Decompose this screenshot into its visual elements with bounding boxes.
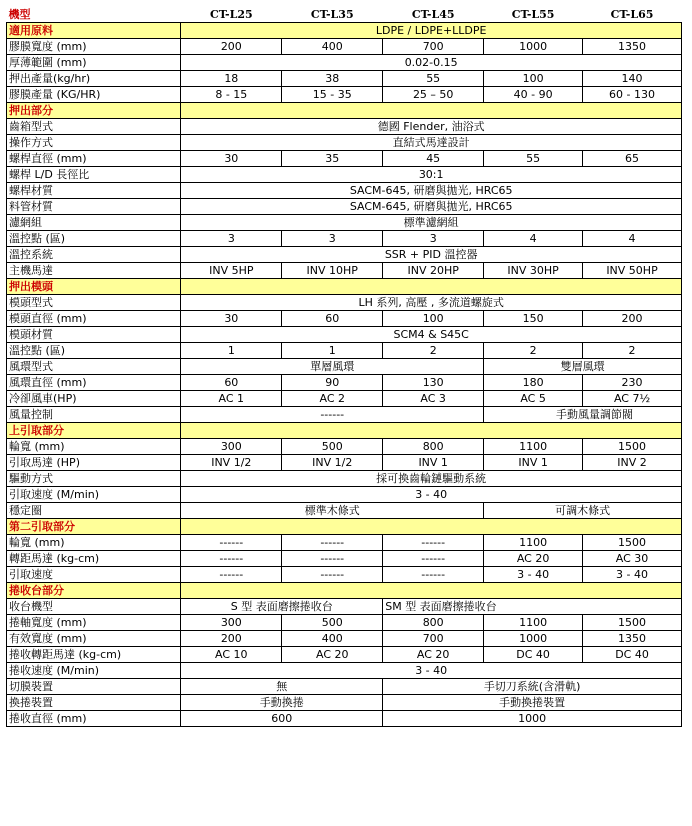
row-label: 輪寬 (mm)	[7, 535, 181, 551]
spec-row	[7, 439, 682, 455]
row-label: 風環直徑 (mm)	[7, 375, 181, 391]
spec-cell: 700	[383, 631, 484, 647]
spec-row	[7, 471, 682, 487]
spec-cell: 1350	[583, 631, 682, 647]
spec-cell: INV 2	[583, 455, 682, 471]
spec-cell: 1100	[484, 439, 583, 455]
section-row	[7, 23, 682, 39]
spec-cell: 38	[282, 71, 383, 87]
spec-cell: 雙層風環	[484, 359, 682, 375]
spec-cell	[181, 103, 682, 119]
spec-cell: 300	[181, 615, 282, 631]
spec-cell: 1000	[383, 711, 682, 727]
row-label: 捲收速度 (M/min)	[7, 663, 181, 679]
spec-row	[7, 119, 682, 135]
section-row	[7, 103, 682, 119]
row-label: 風量控制	[7, 407, 181, 423]
spec-cell: ------	[383, 535, 484, 551]
spec-cell: 2	[383, 343, 484, 359]
spec-cell: 1	[282, 343, 383, 359]
spec-row	[7, 711, 682, 727]
row-label: 切膜裝置	[7, 679, 181, 695]
spec-row	[7, 295, 682, 311]
spec-cell: 25 – 50	[383, 87, 484, 103]
spec-cell: 30	[181, 311, 282, 327]
row-label: 押出產量(kg/hr)	[7, 71, 181, 87]
spec-cell: 1350	[583, 39, 682, 55]
spec-cell: 35	[282, 151, 383, 167]
spec-cell: 1000	[484, 39, 583, 55]
spec-cell: 1500	[583, 535, 682, 551]
row-label: 冷卻風車(HP)	[7, 391, 181, 407]
spec-cell: 600	[181, 711, 383, 727]
spec-cell: 100	[484, 71, 583, 87]
spec-row	[7, 567, 682, 583]
spec-cell	[181, 279, 682, 295]
spec-cell: INV 5HP	[181, 263, 282, 279]
spec-cell	[181, 423, 682, 439]
model-header-0: CT-L25	[181, 7, 282, 23]
spec-cell: 3 - 40	[583, 567, 682, 583]
spec-cell: 30:1	[181, 167, 682, 183]
spec-cell: 標準木條式	[181, 503, 484, 519]
row-label: 轉距馬達 (kg-cm)	[7, 551, 181, 567]
spec-cell: ------	[181, 407, 484, 423]
row-label: 溫控點 (區)	[7, 231, 181, 247]
spec-cell: 直結式馬達設計	[181, 135, 682, 151]
row-label: 模頭型式	[7, 295, 181, 311]
spec-cell: SACM-645, 研磨與拋光, HRC65	[181, 199, 682, 215]
spec-cell: 1500	[583, 439, 682, 455]
row-label: 溫控點 (區)	[7, 343, 181, 359]
spec-row	[7, 247, 682, 263]
spec-row	[7, 375, 682, 391]
spec-cell: 1100	[484, 535, 583, 551]
spec-row	[7, 695, 682, 711]
spec-cell: 30	[181, 151, 282, 167]
spec-cell: ------	[383, 567, 484, 583]
spec-cell: INV 1/2	[282, 455, 383, 471]
spec-cell: 60 - 130	[583, 87, 682, 103]
row-label: 齒箱型式	[7, 119, 181, 135]
header-row	[7, 7, 682, 23]
spec-row	[7, 231, 682, 247]
spec-cell: DC 40	[583, 647, 682, 663]
spec-cell: 18	[181, 71, 282, 87]
row-label: 螺桿 L/D 長徑比	[7, 167, 181, 183]
spec-cell: AC 20	[484, 551, 583, 567]
spec-row	[7, 39, 682, 55]
spec-cell: ------	[181, 551, 282, 567]
spec-cell: 180	[484, 375, 583, 391]
spec-cell: AC 3	[383, 391, 484, 407]
spec-cell: 3 - 40	[484, 567, 583, 583]
spec-row	[7, 535, 682, 551]
row-label: 料管材質	[7, 199, 181, 215]
row-label: 螺桿材質	[7, 183, 181, 199]
row-label: 驅動方式	[7, 471, 181, 487]
spec-cell: 3	[181, 231, 282, 247]
spec-cell: 200	[583, 311, 682, 327]
spec-row	[7, 263, 682, 279]
spec-cell: ------	[383, 551, 484, 567]
spec-cell: INV 50HP	[583, 263, 682, 279]
spec-cell: 3	[383, 231, 484, 247]
spec-row	[7, 359, 682, 375]
row-label: 模頭材質	[7, 327, 181, 343]
section-row	[7, 583, 682, 599]
model-header-4: CT-L65	[583, 7, 682, 23]
spec-row	[7, 183, 682, 199]
row-label: 引取速度	[7, 567, 181, 583]
spec-cell: 500	[282, 615, 383, 631]
spec-cell: ------	[181, 535, 282, 551]
section-title: 押出模頭	[7, 279, 181, 295]
spec-cell: 60	[282, 311, 383, 327]
spec-cell: 100	[383, 311, 484, 327]
spec-cell: 45	[383, 151, 484, 167]
spec-cell: INV 1	[383, 455, 484, 471]
spec-row	[7, 599, 682, 615]
spec-cell: 300	[181, 439, 282, 455]
section-row	[7, 519, 682, 535]
spec-cell: SSR + PID 溫控器	[181, 247, 682, 263]
spec-cell	[181, 583, 682, 599]
spec-cell: ------	[181, 567, 282, 583]
spec-cell: SACM-645, 研磨與拋光, HRC65	[181, 183, 682, 199]
spec-cell: 2	[583, 343, 682, 359]
spec-cell: 140	[583, 71, 682, 87]
row-label: 引取馬達 (HP)	[7, 455, 181, 471]
spec-cell: 400	[282, 631, 383, 647]
row-label: 捲收轉距馬達 (kg-cm)	[7, 647, 181, 663]
spec-cell: 標準濾網組	[181, 215, 682, 231]
spec-row	[7, 151, 682, 167]
row-label: 捲軸寬度 (mm)	[7, 615, 181, 631]
spec-row	[7, 407, 682, 423]
spec-cell: LH 系列, 高壓 , 多流道螺旋式	[181, 295, 682, 311]
row-label: 主機馬達	[7, 263, 181, 279]
spec-cell: 無	[181, 679, 383, 695]
spec-cell: AC 5	[484, 391, 583, 407]
spec-cell: AC 10	[181, 647, 282, 663]
spec-cell: 500	[282, 439, 383, 455]
spec-cell: 230	[583, 375, 682, 391]
spec-cell: 4	[484, 231, 583, 247]
spec-cell: 單層風環	[181, 359, 484, 375]
spec-cell: 採可換齒輪鏈驅動系統	[181, 471, 682, 487]
spec-row	[7, 391, 682, 407]
section-title: 適用原料	[7, 23, 181, 39]
spec-cell: 40 - 90	[484, 87, 583, 103]
spec-cell: AC 1	[181, 391, 282, 407]
spec-cell: LDPE / LDPE+LLDPE	[181, 23, 682, 39]
spec-cell: 800	[383, 439, 484, 455]
model-header-2: CT-L45	[383, 7, 484, 23]
section-title: 第二引取部分	[7, 519, 181, 535]
spec-cell: INV 30HP	[484, 263, 583, 279]
spec-cell: 55	[484, 151, 583, 167]
spec-row	[7, 327, 682, 343]
spec-cell: 200	[181, 631, 282, 647]
spec-cell: ------	[282, 567, 383, 583]
row-label: 捲收直徑 (mm)	[7, 711, 181, 727]
spec-table	[6, 7, 682, 727]
spec-cell: AC 2	[282, 391, 383, 407]
spec-cell: 3 - 40	[181, 663, 682, 679]
spec-cell: DC 40	[484, 647, 583, 663]
row-label: 螺桿直徑 (mm)	[7, 151, 181, 167]
spec-row	[7, 551, 682, 567]
row-label: 膠膜寬度 (mm)	[7, 39, 181, 55]
section-row	[7, 423, 682, 439]
spec-cell: 800	[383, 615, 484, 631]
spec-cell: 130	[383, 375, 484, 391]
spec-cell: 1	[181, 343, 282, 359]
spec-cell: 55	[383, 71, 484, 87]
row-label: 操作方式	[7, 135, 181, 151]
row-label: 收台機型	[7, 599, 181, 615]
row-label: 溫控系統	[7, 247, 181, 263]
section-title: 捲收台部分	[7, 583, 181, 599]
spec-row	[7, 215, 682, 231]
row-label: 輪寬 (mm)	[7, 439, 181, 455]
model-header-3: CT-L55	[484, 7, 583, 23]
spec-cell: 2	[484, 343, 583, 359]
spec-row	[7, 503, 682, 519]
spec-row	[7, 87, 682, 103]
spec-row	[7, 199, 682, 215]
row-label: 濾網組	[7, 215, 181, 231]
model-header-label: 機型	[7, 7, 181, 23]
spec-cell: 65	[583, 151, 682, 167]
row-label: 風環型式	[7, 359, 181, 375]
row-label: 引取速度 (M/min)	[7, 487, 181, 503]
spec-cell: 手切刀系統(含滑軌)	[383, 679, 682, 695]
row-label: 膠膜產量 (KG/HR)	[7, 87, 181, 103]
row-label: 厚薄範圍 (mm)	[7, 55, 181, 71]
spec-row	[7, 311, 682, 327]
spec-cell: S 型 表面磨擦捲收台	[181, 599, 383, 615]
spec-cell: 700	[383, 39, 484, 55]
spec-cell: 15 - 35	[282, 87, 383, 103]
spec-row	[7, 167, 682, 183]
spec-cell: INV 1	[484, 455, 583, 471]
spec-cell: 3	[282, 231, 383, 247]
spec-cell: 德國 Flender, 油浴式	[181, 119, 682, 135]
spec-cell	[181, 519, 682, 535]
spec-cell: AC 7½	[583, 391, 682, 407]
spec-cell: 200	[181, 39, 282, 55]
spec-cell: 可調木條式	[484, 503, 682, 519]
spec-row	[7, 615, 682, 631]
section-title: 押出部分	[7, 103, 181, 119]
spec-row	[7, 647, 682, 663]
spec-cell: 0.02-0.15	[181, 55, 682, 71]
spec-row	[7, 631, 682, 647]
spec-cell: 400	[282, 39, 383, 55]
spec-cell: SCM4 & S45C	[181, 327, 682, 343]
spec-cell: 1500	[583, 615, 682, 631]
spec-row	[7, 663, 682, 679]
spec-row	[7, 343, 682, 359]
model-header-1: CT-L35	[282, 7, 383, 23]
spec-row	[7, 135, 682, 151]
spec-cell: INV 1/2	[181, 455, 282, 471]
spec-cell: ------	[282, 535, 383, 551]
spec-cell: AC 20	[282, 647, 383, 663]
spec-cell: 手動風量調節閥	[484, 407, 682, 423]
spec-row	[7, 455, 682, 471]
spec-cell: 60	[181, 375, 282, 391]
spec-cell: 90	[282, 375, 383, 391]
spec-cell: INV 10HP	[282, 263, 383, 279]
row-label: 模頭直徑 (mm)	[7, 311, 181, 327]
spec-cell: AC 20	[383, 647, 484, 663]
spec-row	[7, 487, 682, 503]
spec-row	[7, 679, 682, 695]
spec-cell: ------	[282, 551, 383, 567]
row-label: 換捲裝置	[7, 695, 181, 711]
spec-cell: INV 20HP	[383, 263, 484, 279]
spec-cell: 3 - 40	[181, 487, 682, 503]
spec-cell: 手動換捲	[181, 695, 383, 711]
spec-cell: 8 - 15	[181, 87, 282, 103]
section-row	[7, 279, 682, 295]
row-label: 穩定圈	[7, 503, 181, 519]
spec-cell: AC 30	[583, 551, 682, 567]
spec-cell: 150	[484, 311, 583, 327]
spec-cell: SM 型 表面磨擦捲收台	[383, 599, 682, 615]
spec-row	[7, 71, 682, 87]
row-label: 有效寬度 (mm)	[7, 631, 181, 647]
spec-cell: 4	[583, 231, 682, 247]
section-title: 上引取部分	[7, 423, 181, 439]
spec-table-body	[7, 7, 682, 727]
spec-cell: 1000	[484, 631, 583, 647]
spec-cell: 手動換捲裝置	[383, 695, 682, 711]
spec-cell: 1100	[484, 615, 583, 631]
spec-row	[7, 55, 682, 71]
